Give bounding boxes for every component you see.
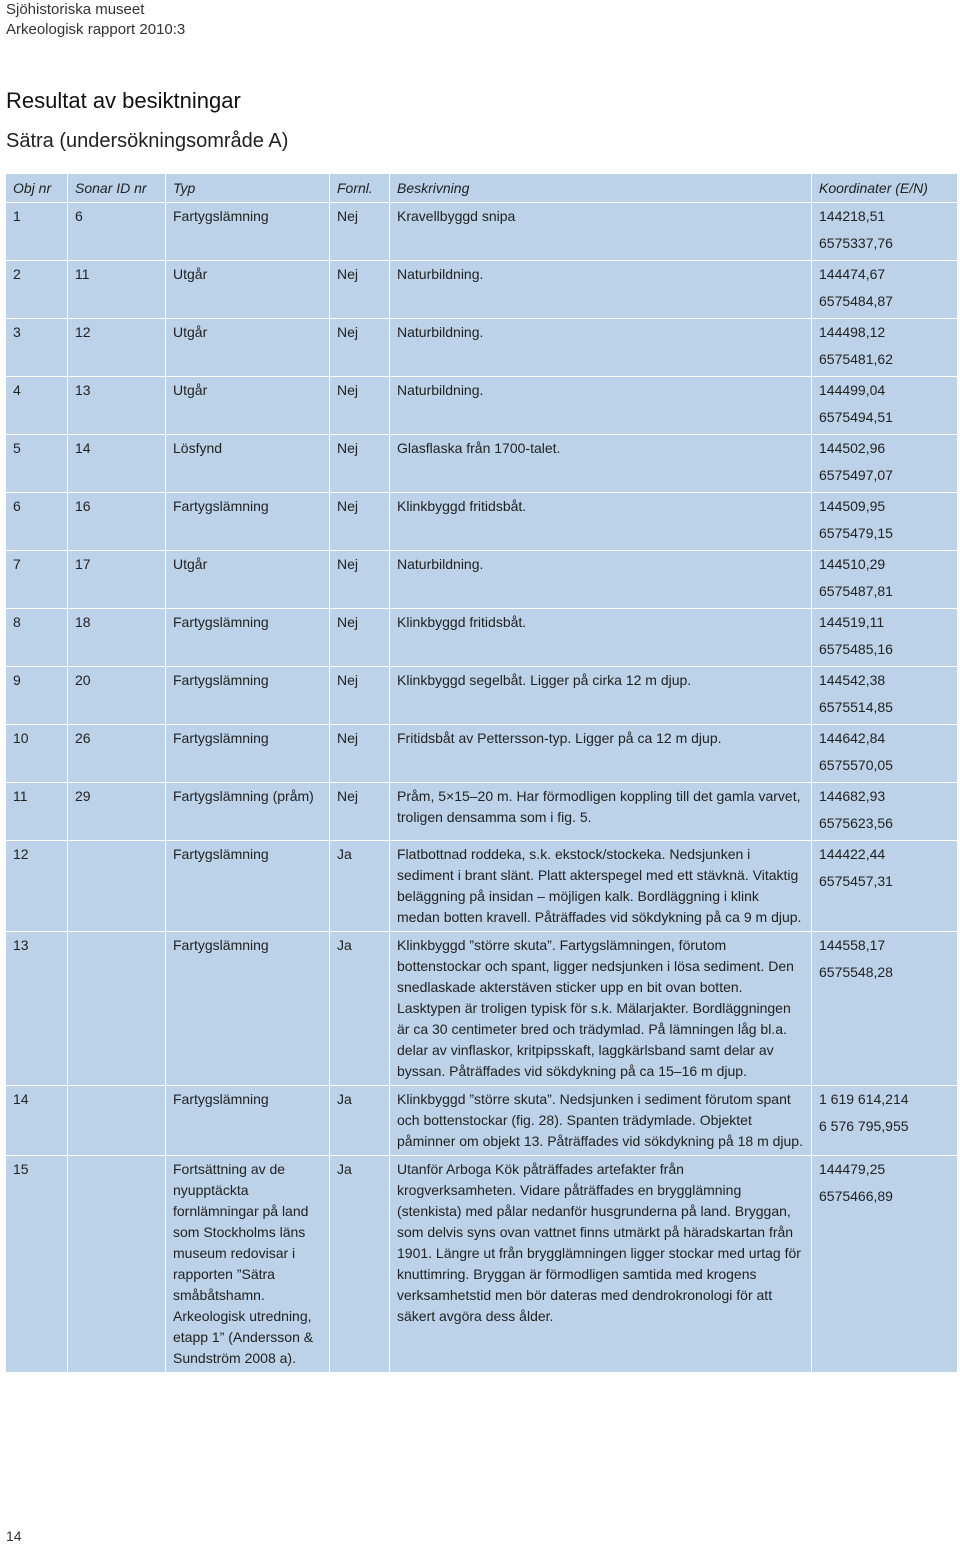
- table-row: [6, 551, 958, 609]
- cell-obj-nr: 15: [6, 1156, 68, 1373]
- table-row: [6, 319, 958, 377]
- cell-koordinater: [812, 203, 958, 261]
- cell-koordinater: [812, 932, 958, 1086]
- table-row: [6, 667, 958, 725]
- cell-sonar-id: [68, 1156, 166, 1373]
- coord-n: 6575623,56: [819, 815, 893, 831]
- coord-n: 6575337,76: [819, 235, 893, 251]
- cell-fornl: Nej: [330, 667, 390, 725]
- coord-e: 144510,29: [819, 556, 886, 572]
- cell-beskrivning: Kravellbyggd snipa: [390, 203, 812, 261]
- coord-e: 1 619 614,214: [819, 1091, 909, 1107]
- coord-n: 6575548,28: [819, 964, 893, 980]
- coord-e: 144682,93: [819, 788, 886, 804]
- cell-fornl: Ja: [330, 841, 390, 932]
- coord-e: 144509,95: [819, 498, 886, 514]
- cell-koordinater: [812, 783, 958, 841]
- cell-beskrivning: Naturbildning.: [390, 551, 812, 609]
- cell-beskrivning: Naturbildning.: [390, 261, 812, 319]
- table-row: [6, 783, 958, 841]
- table-row: [6, 261, 958, 319]
- cell-typ: Fartygslämning: [166, 203, 330, 261]
- cell-fornl: Nej: [330, 377, 390, 435]
- cell-obj-nr: 1: [6, 203, 68, 261]
- page-number: 14: [6, 1528, 22, 1544]
- cell-fornl: Nej: [330, 609, 390, 667]
- coord-n: 6575479,15: [819, 525, 893, 541]
- cell-sonar-id: 20: [68, 667, 166, 725]
- cell-obj-nr: 7: [6, 551, 68, 609]
- report-id: Arkeologisk rapport 2010:3: [6, 21, 186, 38]
- coord-e: 144422,44: [819, 846, 886, 862]
- cell-koordinater: [812, 725, 958, 783]
- table-row: [6, 493, 958, 551]
- cell-koordinater: [812, 667, 958, 725]
- table-row: [6, 377, 958, 435]
- cell-koordinater: [812, 841, 958, 932]
- coord-e: 144479,25: [819, 1161, 886, 1177]
- cell-beskrivning: Klinkbyggd segelbåt. Ligger på cirka 12 m djup.: [390, 667, 812, 725]
- cell-sonar-id: 18: [68, 609, 166, 667]
- museum-name: Sjöhistoriska museet: [6, 1, 145, 18]
- cell-sonar-id: [68, 841, 166, 932]
- table-row: [6, 841, 958, 932]
- cell-koordinater: [812, 551, 958, 609]
- coord-e: 144498,12: [819, 324, 886, 340]
- cell-fornl: Nej: [330, 725, 390, 783]
- cell-koordinater: [812, 609, 958, 667]
- coord-n: 6575570,05: [819, 757, 893, 773]
- cell-sonar-id: 11: [68, 261, 166, 319]
- cell-obj-nr: 6: [6, 493, 68, 551]
- cell-typ: Fartygslämning: [166, 609, 330, 667]
- cell-fornl: Nej: [330, 493, 390, 551]
- cell-koordinater: [812, 377, 958, 435]
- col-obj-nr: Obj nr: [6, 174, 68, 203]
- cell-typ: Fartygslämning: [166, 932, 330, 1086]
- cell-beskrivning: Flatbottnad roddeka, s.k. ekstock/stockeka. Nedsjunken i sediment i brant slänt. Platt akterspegel med ett stävknä. Vitaktig beläggning på insidan – möjligen kalk. Bordläggning i klink medan botten kravell. Påträffades vid sökdykning på ca 9 m djup.: [390, 841, 812, 932]
- coord-e: 144519,11: [819, 614, 885, 630]
- cell-obj-nr: 12: [6, 841, 68, 932]
- cell-typ: Utgår: [166, 377, 330, 435]
- cell-beskrivning: Klinkbyggd fritidsbåt.: [390, 493, 812, 551]
- cell-sonar-id: 6: [68, 203, 166, 261]
- coord-e: 144499,04: [819, 382, 886, 398]
- cell-typ: Utgår: [166, 261, 330, 319]
- col-typ: Typ: [166, 174, 330, 203]
- coord-n: 6 576 795,955: [819, 1118, 909, 1134]
- coord-n: 6575487,81: [819, 583, 893, 599]
- report-header: [6, 0, 185, 40]
- cell-fornl: Ja: [330, 1156, 390, 1373]
- cell-typ: Utgår: [166, 319, 330, 377]
- cell-beskrivning: Klinkbyggd ”större skuta”. Nedsjunken i sediment förutom spant och bottenstockar (fig. 28). Spanten trädymlade. Objektet påminner om objekt 13. Påträffades vid sökdykning på 18 m djup.: [390, 1086, 812, 1156]
- cell-fornl: Nej: [330, 319, 390, 377]
- cell-beskrivning: Pråm, 5×15–20 m. Har förmodligen koppling till det gamla varvet, troligen densamma som i fig. 5.: [390, 783, 812, 841]
- cell-fornl: Nej: [330, 551, 390, 609]
- cell-koordinater: [812, 1156, 958, 1373]
- table-row: [6, 203, 958, 261]
- coord-e: 144474,67: [819, 266, 886, 282]
- page-subtitle: Sätra (undersökningsområde A): [6, 130, 289, 152]
- cell-sonar-id: 29: [68, 783, 166, 841]
- cell-typ: Fartygslämning: [166, 841, 330, 932]
- cell-koordinater: [812, 261, 958, 319]
- coord-n: 6575481,62: [819, 351, 893, 367]
- cell-beskrivning: Klinkbyggd fritidsbåt.: [390, 609, 812, 667]
- coord-n: 6575494,51: [819, 409, 893, 425]
- cell-typ: Fartygslämning: [166, 493, 330, 551]
- cell-beskrivning: Naturbildning.: [390, 377, 812, 435]
- cell-beskrivning: Glasflaska från 1700-talet.: [390, 435, 812, 493]
- cell-typ: Fortsättning av de nyupptäckta fornlämningar på land som Stockholms läns museum redovisar i rapporten ”Sätra småbåtshamn. Arkeologisk utredning, etapp 1” (Andersson & Sundström 2008 a).: [166, 1156, 330, 1373]
- cell-sonar-id: 12: [68, 319, 166, 377]
- cell-sonar-id: 17: [68, 551, 166, 609]
- cell-typ: Fartygslämning: [166, 667, 330, 725]
- cell-sonar-id: 26: [68, 725, 166, 783]
- cell-beskrivning: Fritidsbåt av Pettersson-typ. Ligger på ca 12 m djup.: [390, 725, 812, 783]
- cell-fornl: Ja: [330, 932, 390, 1086]
- cell-typ: Fartygslämning (pråm): [166, 783, 330, 841]
- table-header-row: [6, 174, 958, 203]
- cell-sonar-id: 16: [68, 493, 166, 551]
- cell-koordinater: [812, 493, 958, 551]
- table-row: [6, 1086, 958, 1156]
- coord-n: 6575484,87: [819, 293, 893, 309]
- table-row: [6, 1156, 958, 1373]
- cell-obj-nr: 9: [6, 667, 68, 725]
- page-title: Resultat av besiktningar: [6, 88, 241, 113]
- coord-e: 144502,96: [819, 440, 886, 456]
- survey-results-table: [5, 173, 958, 1373]
- cell-obj-nr: 4: [6, 377, 68, 435]
- cell-koordinater: [812, 1086, 958, 1156]
- cell-obj-nr: 2: [6, 261, 68, 319]
- cell-fornl: Ja: [330, 1086, 390, 1156]
- col-beskrivning: Beskrivning: [390, 174, 812, 203]
- coord-n: 6575466,89: [819, 1188, 893, 1204]
- cell-koordinater: [812, 435, 958, 493]
- cell-beskrivning: Utanför Arboga Kök påträffades artefakter från krogverksamheten. Vidare påträffades en brygglämning (stenkista) med pålar nedanför husgrunderna på land. Bryggan, som delvis syns ovan vattnet finns utmärkt på häradskartan från 1901. Längre ut från brygglämningen ligger stockar med urtag för knuttimring. Bryggan är förmodligen samtida med krogens verksamhetstid men bör dateras med dendrokronologi för att säkert avgöra dess ålder.: [390, 1156, 812, 1373]
- cell-obj-nr: 8: [6, 609, 68, 667]
- cell-obj-nr: 14: [6, 1086, 68, 1156]
- cell-obj-nr: 13: [6, 932, 68, 1086]
- coord-n: 6575457,31: [819, 873, 893, 889]
- col-sonar-id: Sonar ID nr: [68, 174, 166, 203]
- cell-obj-nr: 3: [6, 319, 68, 377]
- cell-obj-nr: 10: [6, 725, 68, 783]
- cell-sonar-id: [68, 932, 166, 1086]
- coord-e: 144542,38: [819, 672, 886, 688]
- coord-e: 144642,84: [819, 730, 886, 746]
- coord-n: 6575514,85: [819, 699, 893, 715]
- coord-n: 6575497,07: [819, 467, 893, 483]
- cell-obj-nr: 11: [6, 783, 68, 841]
- cell-sonar-id: 14: [68, 435, 166, 493]
- cell-koordinater: [812, 319, 958, 377]
- cell-fornl: Nej: [330, 261, 390, 319]
- cell-sonar-id: [68, 1086, 166, 1156]
- cell-fornl: Nej: [330, 435, 390, 493]
- cell-fornl: Nej: [330, 203, 390, 261]
- cell-beskrivning: Klinkbyggd ”större skuta”. Fartygslämningen, förutom bottenstockar och spant, ligger nedsjunken i lösa sediment. Den snedlaskade akterstäven sticker upp en bit ovan botten. Lasktypen är troligen typisk för s.k. Mälarjakter. Bordläggningen är ca 30 centimeter bred och trädymlad. På lämningen låg bl.a. delar av vinflaskor, kritpipsskaft, laggkärlsband samt delar av byssan. Påträffades vid sökdykning på ca 15–16 m djup.: [390, 932, 812, 1086]
- col-fornl: Fornl.: [330, 174, 390, 203]
- col-koordinater: Koordinater (E/N): [812, 174, 958, 203]
- cell-obj-nr: 5: [6, 435, 68, 493]
- table-row: [6, 435, 958, 493]
- cell-beskrivning: Naturbildning.: [390, 319, 812, 377]
- coord-e: 144218,51: [819, 208, 886, 224]
- coord-e: 144558,17: [819, 937, 886, 953]
- table-row: [6, 609, 958, 667]
- cell-sonar-id: 13: [68, 377, 166, 435]
- cell-typ: Fartygslämning: [166, 1086, 330, 1156]
- cell-typ: Utgår: [166, 551, 330, 609]
- table-row: [6, 725, 958, 783]
- table-row: [6, 932, 958, 1086]
- coord-n: 6575485,16: [819, 641, 893, 657]
- cell-fornl: Nej: [330, 783, 390, 841]
- cell-typ: Fartygslämning: [166, 725, 330, 783]
- cell-typ: Lösfynd: [166, 435, 330, 493]
